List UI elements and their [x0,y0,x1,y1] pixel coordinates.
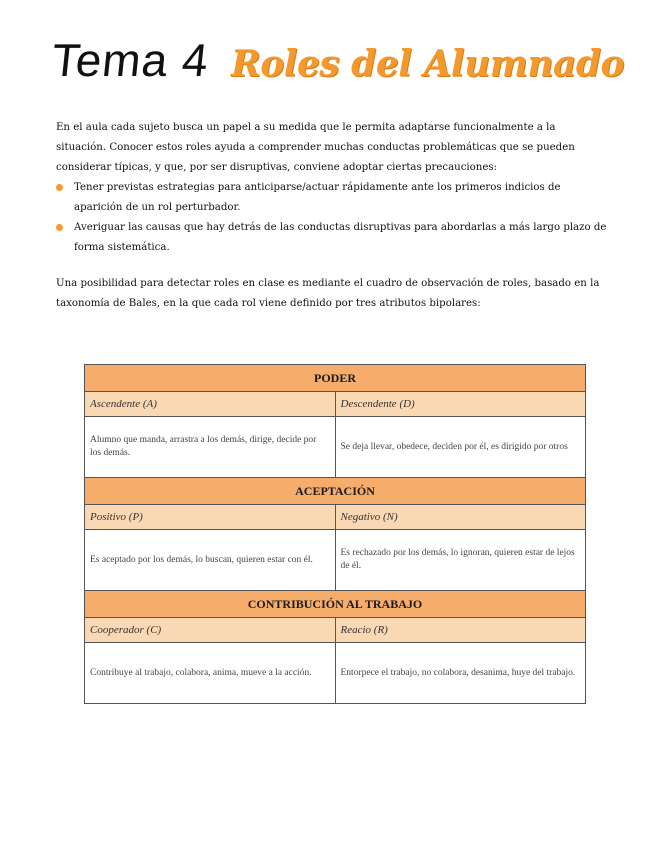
section-header: CONTRIBUCIÓN AL TRABAJO [85,591,586,618]
attribute-description: Contribuye al trabajo, colabora, anima, mueve a la acción. [85,643,336,704]
attribute-labels-row [85,505,586,530]
list-item-text: Averiguar las causas que hay detrás de las conductas disruptivas para abordarlas a más largo plazo de forma sistemática. [74,222,607,253]
attribute-label: Descendente (D) [335,392,586,417]
attribute-description-row [85,530,586,591]
section-header: ACEPTACIÓN [85,478,586,505]
page-title [49,30,625,90]
attribute-description: Es rechazado por los demás, lo ignoran, quieren estar de lejos de él. [335,530,586,591]
title-prefix: Tema 4 [49,34,212,86]
title-main: Roles del Alumnado [230,43,625,85]
bullet-icon [56,184,63,191]
attribute-label: Negativo (N) [335,505,586,530]
attribute-labels-row [85,618,586,643]
attribute-label: Ascendente (A) [85,392,336,417]
section-header-row [85,365,586,392]
attribute-label: Reacio (R) [335,618,586,643]
attribute-label: Positivo (P) [85,505,336,530]
roles-table [84,364,586,704]
section-header-row [85,478,586,505]
attribute-description: Se deja llevar, obedece, deciden por él, es dirigido por otros [335,417,586,478]
section-header-row [85,591,586,618]
intro-paragraph: En el aula cada sujeto busca un papel a su medida que le permita adaptarse funcionalmente a la situación. Conocer estos roles ayuda a comprender muchas conductas problemáticas que se pueden considerar típicas, y que, por ser disruptivas, conviene adoptar ciertas precauciones: [56,122,575,173]
section-header: PODER [85,365,586,392]
attribute-labels-row [85,392,586,417]
attribute-label: Cooperador (C) [85,618,336,643]
attribute-description-row [85,643,586,704]
detection-paragraph: Una posibilidad para detectar roles en clase es mediante el cuadro de observación de roles, basado en la taxonomía de Bales, en la que cada rol viene definido por tres atributos bipolares: [56,278,600,309]
attribute-description-row [85,417,586,478]
attribute-description: Entorpece el trabajo, no colabora, desanima, huye del trabajo. [335,643,586,704]
attribute-description: Alumno que manda, arrastra a los demás, dirige, decide por los demás. [85,417,336,478]
list-item [56,178,608,218]
bullet-icon [56,224,63,231]
list-item-text: Tener previstas estrategias para anticiparse/actuar rápidamente ante los primeros indicios de aparición de un rol perturbador. [74,182,561,213]
attribute-description: Es aceptado por los demás, lo buscan, quieren estar con él. [85,530,336,591]
precautions-list [56,178,608,258]
list-item [56,218,608,258]
